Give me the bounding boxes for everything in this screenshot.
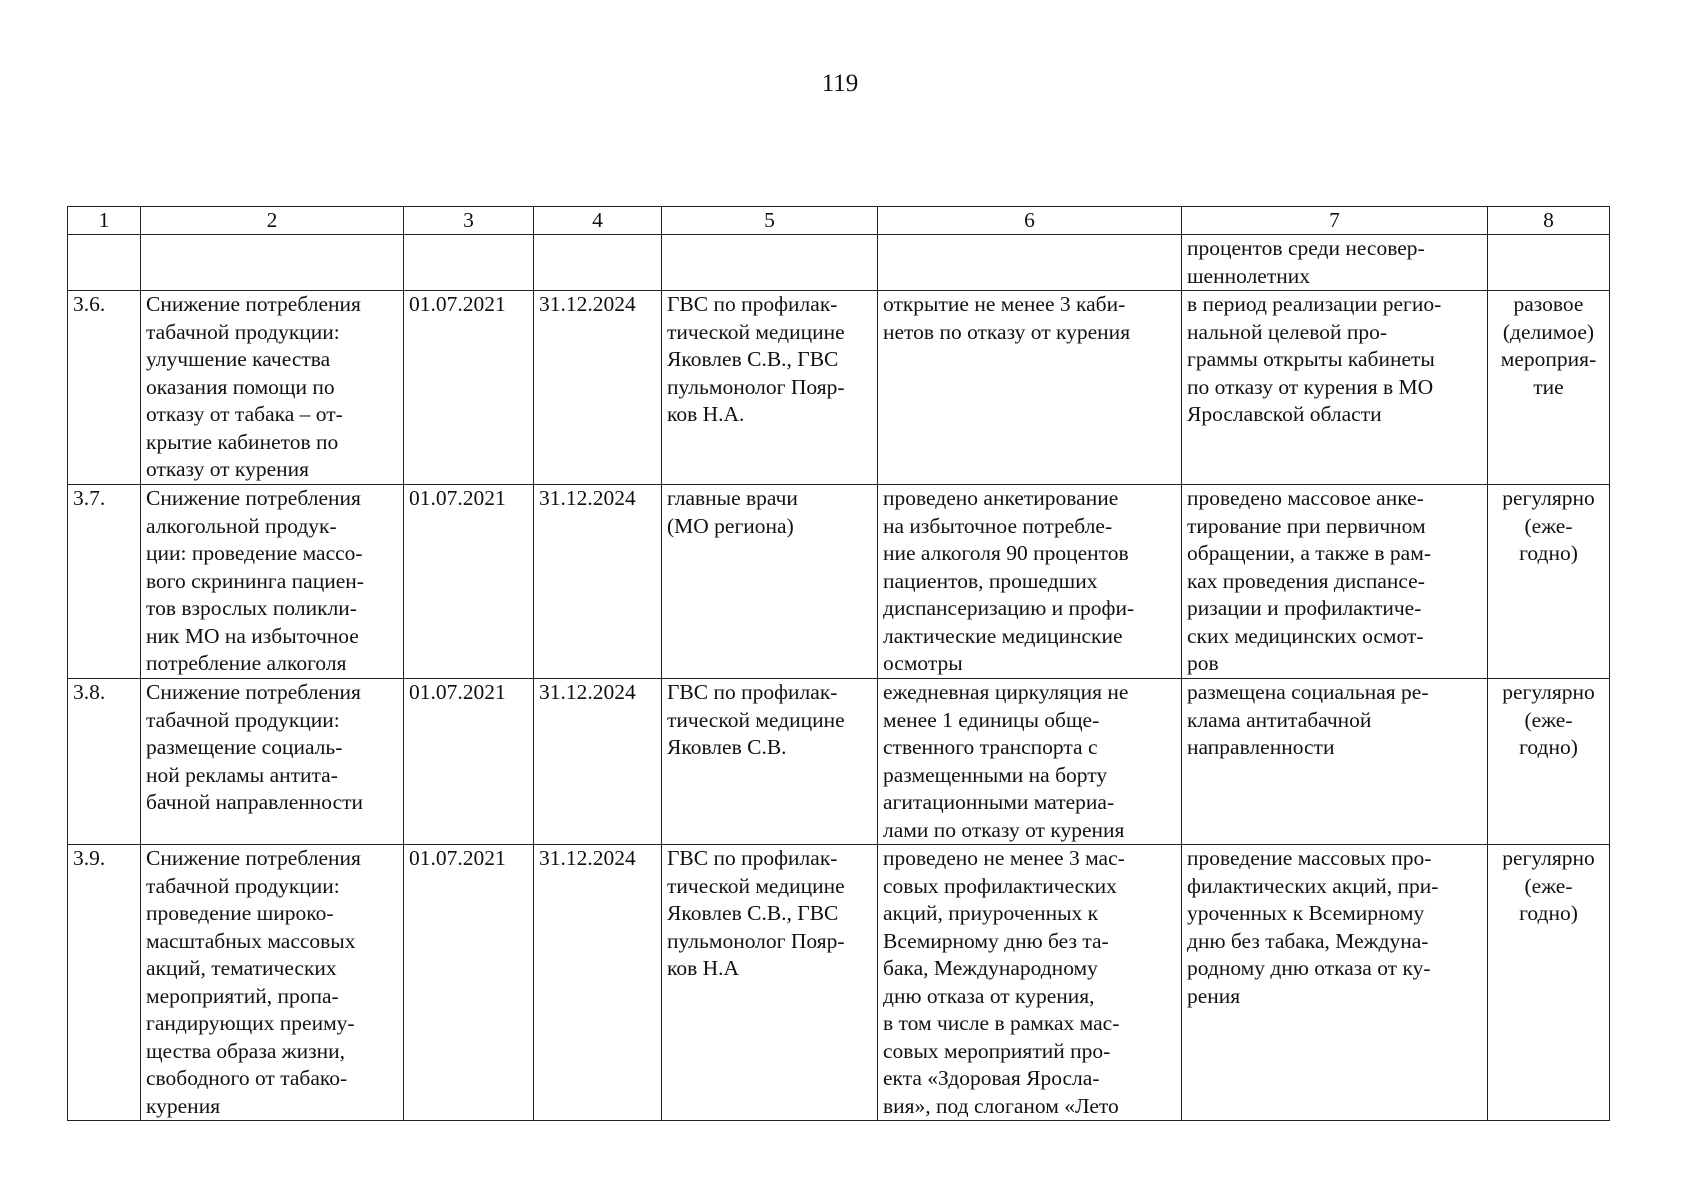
cell-responsible: ГВС по профилак- тической медицине Яковлев С.В. <box>662 679 878 845</box>
cell-end-date: 31.12.2024 <box>534 291 662 485</box>
cell-result: размещена социальная ре- клама антитабачной направленности <box>1182 679 1488 845</box>
table-row-3-7 <box>68 485 1610 679</box>
cell-responsible: ГВС по профилак- тической медицине Яковлев С.В., ГВС пульмонолог Пояр- ков Н.А <box>662 845 878 1121</box>
cell-type <box>1488 235 1610 291</box>
cell-responsible: главные врачи (МО региона) <box>662 485 878 679</box>
cell-end-date: 31.12.2024 <box>534 845 662 1121</box>
cell-result: проведено массовое анке- тирование при первичном обращении, а также в рам- ках проведения диспансе- ризации и профилактиче- ских медицинских осмот- ров <box>1182 485 1488 679</box>
cell-target: проведено не менее 3 мас- совых профилактических акций, приуроченных к Всемирному дню без та- бака, Международному дню отказа от курения, в том числе в рамках мас- совых мероприятий про- екта «Здоровая Яросла- вия», под слоганом «Лето <box>878 845 1182 1121</box>
cell-start-date <box>404 235 534 291</box>
cell-measure-name <box>141 235 404 291</box>
cell-item-number: 3.8. <box>68 679 141 845</box>
cell-responsible: ГВС по профилак- тической медицине Яковлев С.В., ГВС пульмонолог Пояр- ков Н.А. <box>662 291 878 485</box>
cell-type: регулярно (еже- годно) <box>1488 679 1610 845</box>
cell-start-date: 01.07.2021 <box>404 679 534 845</box>
column-number-4: 4 <box>534 207 662 235</box>
cell-target: проведено анкетирование на избыточное потребле- ние алкоголя 90 процентов пациентов, прошедших диспансеризацию и профи- лактические медицинские осмотры <box>878 485 1182 679</box>
cell-target: ежедневная циркуляция не менее 1 единицы обще- ственного транспорта с размещенными на борту агитационными материа- лами по отказу от курения <box>878 679 1182 845</box>
cell-target: открытие не менее 3 каби- нетов по отказу от курения <box>878 291 1182 485</box>
column-number-7: 7 <box>1182 207 1488 235</box>
column-number-6: 6 <box>878 207 1182 235</box>
cell-item-number <box>68 235 141 291</box>
measures-table <box>67 206 1610 1121</box>
cell-target <box>878 235 1182 291</box>
column-number-1: 1 <box>68 207 141 235</box>
cell-responsible <box>662 235 878 291</box>
cell-end-date: 31.12.2024 <box>534 679 662 845</box>
cell-result: проведение массовых про- филактических акций, при- уроченных к Всемирному дню без табака, Междуна- родному дню отказа от ку- рения <box>1182 845 1488 1121</box>
cell-type: регулярно (еже- годно) <box>1488 845 1610 1121</box>
cell-measure-name: Снижение потребления алкогольной продук- ции: проведение массо- вого скрининга пациен- тов взрослых поликли- ник МО на избыточное потребление алкоголя <box>141 485 404 679</box>
cell-item-number: 3.9. <box>68 845 141 1121</box>
table-header-row <box>68 207 1610 235</box>
cell-start-date: 01.07.2021 <box>404 291 534 485</box>
column-number-5: 5 <box>662 207 878 235</box>
table-row-continuation <box>68 235 1610 291</box>
page-number: 119 <box>821 70 859 97</box>
cell-start-date: 01.07.2021 <box>404 485 534 679</box>
cell-measure-name: Снижение потребления табачной продукции: улучшение качества оказания помощи по отказу от табака – от- крытие кабинетов по отказу от курения <box>141 291 404 485</box>
cell-measure-name: Снижение потребления табачной продукции: размещение социаль- ной рекламы антита- бачной направленности <box>141 679 404 845</box>
cell-type: регулярно (еже- годно) <box>1488 485 1610 679</box>
cell-end-date: 31.12.2024 <box>534 485 662 679</box>
cell-measure-name: Снижение потребления табачной продукции: проведение широко- масштабных массовых акций, тематических мероприятий, пропа- гандирующих преиму- щества образа жизни, свободного от табако- курения <box>141 845 404 1121</box>
cell-result: в период реализации регио- нальной целевой про- граммы открыты кабинеты по отказу от курения в МО Ярославской области <box>1182 291 1488 485</box>
cell-type: разовое (делимое) мероприя- тие <box>1488 291 1610 485</box>
column-number-2: 2 <box>141 207 404 235</box>
cell-start-date: 01.07.2021 <box>404 845 534 1121</box>
cell-end-date <box>534 235 662 291</box>
table-row-3-6 <box>68 291 1610 485</box>
cell-item-number: 3.7. <box>68 485 141 679</box>
column-number-3: 3 <box>404 207 534 235</box>
column-number-8: 8 <box>1488 207 1610 235</box>
table-row-3-8 <box>68 679 1610 845</box>
cell-result: процентов среди несовер- шеннолетних <box>1182 235 1488 291</box>
cell-item-number: 3.6. <box>68 291 141 485</box>
table-row-3-9 <box>68 845 1610 1121</box>
